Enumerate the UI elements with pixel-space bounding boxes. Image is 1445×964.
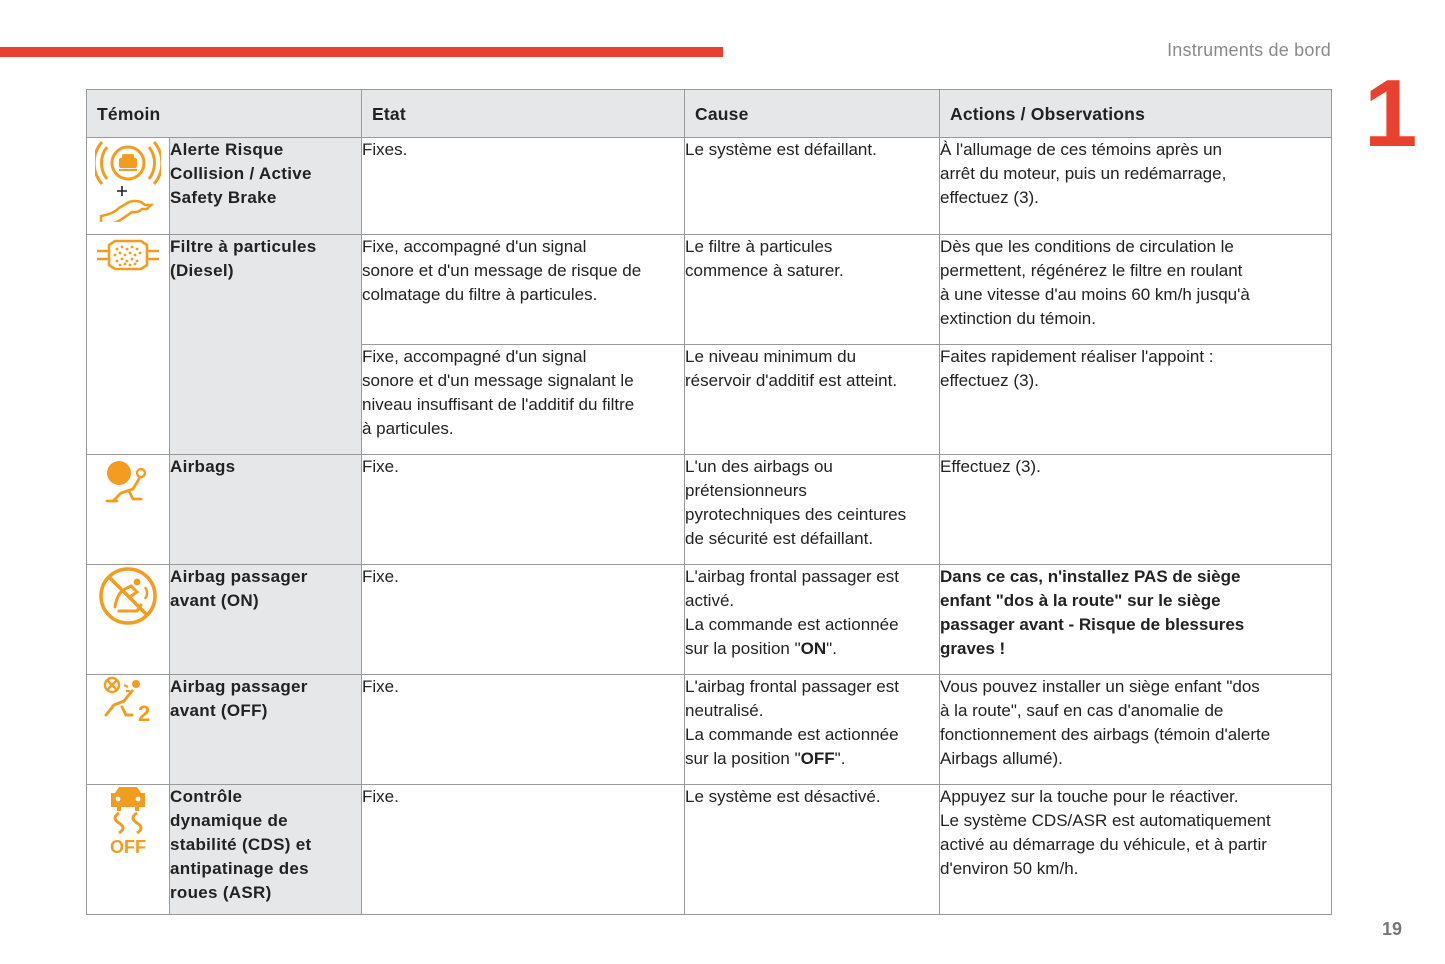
indicator-name: Filtre à particules (Diesel) [170,235,362,455]
actions-cell: Effectuez (3). [940,455,1332,565]
cause-cell: Le filtre à particules commence à saturer. [685,235,940,345]
table-row [87,565,1332,675]
cause-cell: L'airbag frontal passager est activé. La commande est actionnée sur la position "ON". [685,565,940,675]
etat-cell: Fixe, accompagné d'un signal sonore et d'un message signalant le niveau insuffisant de l'additif du filtre à particules. [362,345,685,455]
etat-cell: Fixes. [362,138,685,235]
cause-cell: L'un des airbags ou prétensionneurs pyrotechniques des ceintures de sécurité est défaillant. [685,455,940,565]
indicator-table [86,89,1332,915]
indicator-name: Alerte Risque Collision / Active Safety Brake [170,138,362,235]
cause-cell: L'airbag frontal passager est neutralisé. La commande est actionnée sur la position "OFF". [685,675,940,785]
etat-cell: Fixe, accompagné d'un signal sonore et d'un message de risque de colmatage du filtre à particules. [362,235,685,345]
icon-cell [87,785,170,915]
accent-bar [0,47,723,57]
collision-alert-icon [95,138,161,222]
icon-cell [87,235,170,455]
indicator-name: Airbags [170,455,362,565]
actions-cell: Dans ce cas, n'installez PAS de siège enfant "dos à la route" sur le siège passager avant - Risque de blessures graves ! [940,565,1332,675]
table-row [87,235,1332,345]
section-title: Instruments de bord [1167,40,1331,60]
passenger-airbag-off-icon [100,675,156,725]
actions-cell: Dès que les conditions de circulation le permettent, régénérez le filtre en roulant à une vitesse d'au moins 60 km/h jusqu'à extinction du témoin. [940,235,1332,345]
etat-cell: Fixe. [362,785,685,915]
cause-cell: Le système est désactivé. [685,785,940,915]
icon-cell [87,138,170,235]
etat-cell: Fixe. [362,675,685,785]
table-row [87,785,1332,915]
actions-cell: Faites rapidement réaliser l'appoint : effectuez (3). [940,345,1332,455]
header-cause: Cause [685,90,940,138]
header-etat: Etat [362,90,685,138]
actions-cell: À l'allumage de ces témoins après un arrêt du moteur, puis un redémarrage, effectuez (3). [940,138,1332,235]
icon-cell [87,675,170,785]
svg-text:2: 2 [138,701,151,725]
page-number: 19 [1382,919,1403,939]
actions-cell: Vous pouvez installer un siège enfant "dos à la route", sauf en cas d'anomalie de fonctionnement des airbags (témoin d'alerte Airbags allumé). [940,675,1332,785]
table-row [87,138,1332,235]
indicator-name: Airbag passager avant (ON) [170,565,362,675]
table-row [87,675,1332,785]
icon-cell [87,455,170,565]
cause-cell: Le système est défaillant. [685,138,940,235]
indicator-name: Airbag passager avant (OFF) [170,675,362,785]
etat-cell: Fixe. [362,455,685,565]
table-header-row [87,90,1332,138]
svg-text:OFF: OFF [110,837,146,855]
stability-control-off-icon [103,785,153,855]
etat-cell: Fixe. [362,565,685,675]
chapter-number: 1 [1364,60,1418,167]
cause-cell: Le niveau minimum du réservoir d'additif est atteint. [685,345,940,455]
indicator-name: Contrôle dynamique de stabilité (CDS) et antipatinage des roues (ASR) [170,785,362,915]
actions-cell: Appuyez sur la touche pour le réactiver. Le système CDS/ASR est automatiquement activé au démarrage du véhicule, et à partir d'environ 50 km/h. [940,785,1332,915]
header-temoin: Témoin [87,90,362,138]
passenger-airbag-on-icon [97,565,159,627]
airbag-icon [101,455,155,507]
header-actions: Actions / Observations [940,90,1332,138]
particle-filter-icon [95,235,161,275]
icon-cell [87,565,170,675]
table-row [87,455,1332,565]
